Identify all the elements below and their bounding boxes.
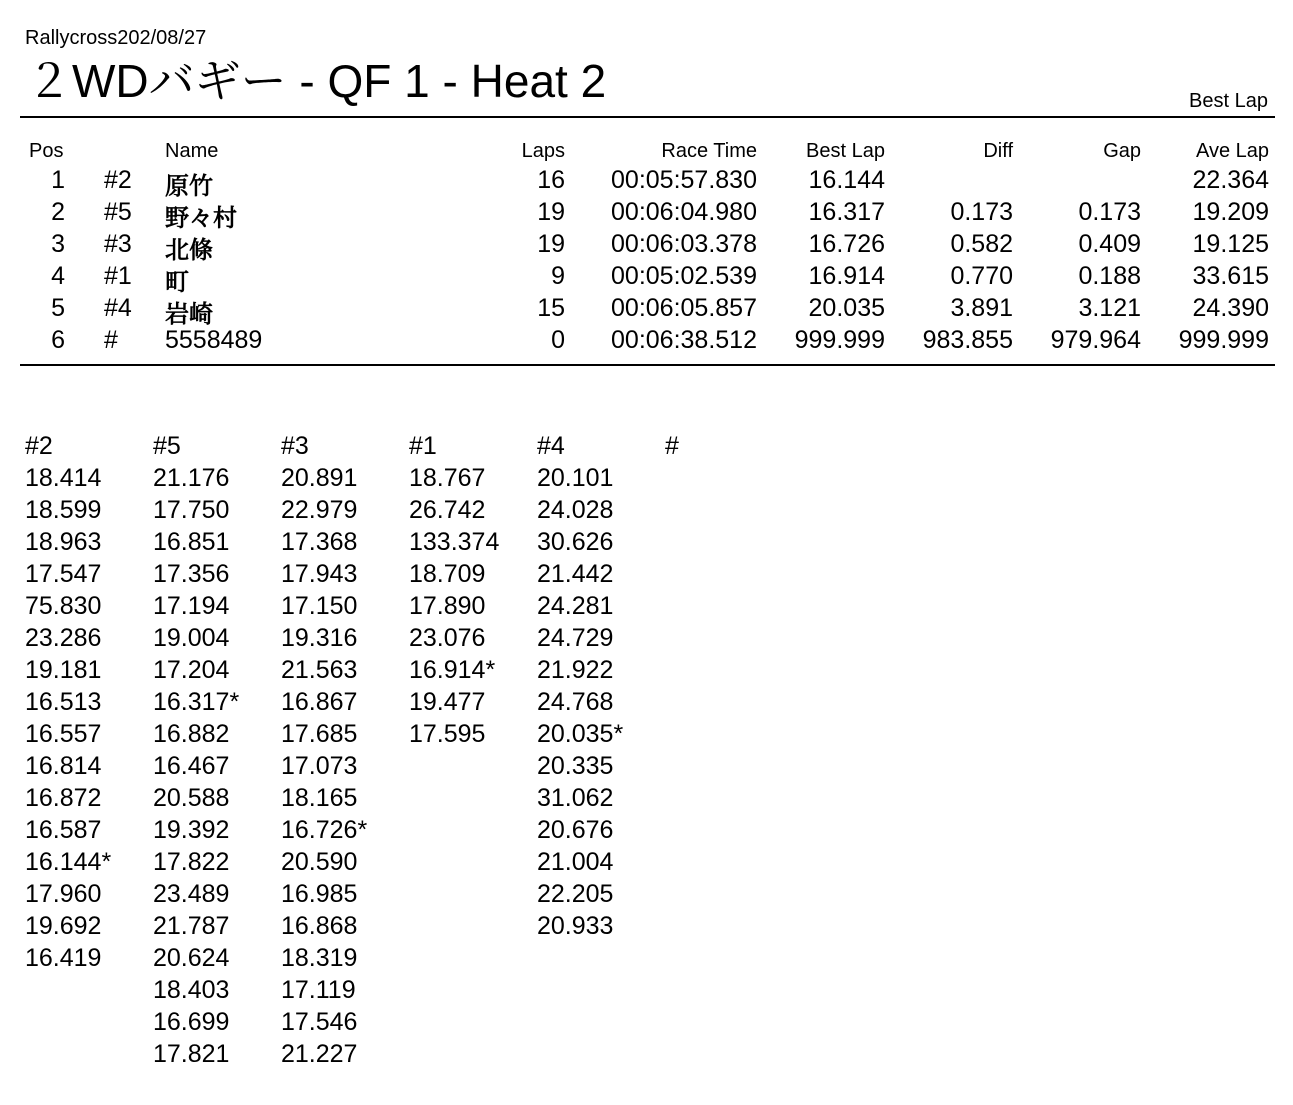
lap-time: 17.119 — [281, 976, 356, 1004]
lap-time: 16.699 — [153, 1008, 230, 1036]
ave-lap-cell: 19.125 — [1192, 230, 1269, 258]
race-time-cell: 00:06:05.857 — [611, 294, 757, 322]
lap-column — [537, 430, 662, 942]
ave-lap-cell: 19.209 — [1192, 198, 1269, 226]
lap-time: 20.590 — [281, 848, 358, 876]
lap-time: 18.767 — [409, 464, 486, 492]
lap-column-header: #5 — [153, 432, 181, 460]
results-table — [20, 140, 1275, 358]
driver-name-cell: 北條 — [165, 236, 213, 264]
lap-time: 17.356 — [153, 560, 230, 588]
lap-time: 19.316 — [281, 624, 358, 652]
lap-column — [665, 430, 790, 462]
lap-time: 17.685 — [281, 720, 358, 748]
ave-lap-cell: 999.999 — [1178, 326, 1269, 354]
pos-cell: 4 — [51, 262, 65, 290]
lap-time: 20.101 — [537, 464, 614, 492]
lap-column — [409, 430, 534, 750]
lap-column-header: #1 — [409, 432, 437, 460]
diff-cell: 0.582 — [950, 230, 1013, 258]
lap-column-header: #4 — [537, 432, 565, 460]
best-lap-cell: 16.317 — [808, 198, 885, 226]
best-lap-cell: 16.144 — [808, 166, 885, 194]
lap-time: 17.943 — [281, 560, 358, 588]
lap-time: 16.557 — [25, 720, 102, 748]
lap-time: 26.742 — [409, 496, 486, 524]
race-time-cell: 00:05:02.539 — [611, 262, 757, 290]
lap-time: 75.830 — [25, 592, 102, 620]
lap-time: 24.729 — [537, 624, 614, 652]
top-divider — [20, 116, 1275, 118]
event-name: Rallycross202/08/27 — [25, 27, 207, 49]
lap-time: 16.872 — [25, 784, 102, 812]
header-ave-lap: Ave Lap — [1195, 140, 1269, 162]
race-time-cell: 00:05:57.830 — [611, 166, 757, 194]
laps-cell: 19 — [537, 198, 565, 226]
lap-column-header: #2 — [25, 432, 53, 460]
sort-label: Best Lap — [1189, 90, 1268, 112]
gap-cell: 3.121 — [1078, 294, 1141, 322]
lap-time: 17.750 — [153, 496, 230, 524]
lap-time: 21.563 — [281, 656, 358, 684]
lap-time: 16.587 — [25, 816, 102, 844]
lap-time: 23.286 — [25, 624, 102, 652]
car-number-cell: #1 — [104, 262, 132, 290]
gap-cell: 0.173 — [1078, 198, 1141, 226]
lap-time: 16.868 — [281, 912, 358, 940]
laps-cell: 15 — [537, 294, 565, 322]
lap-time: 17.890 — [409, 592, 486, 620]
laps-cell: 16 — [537, 166, 565, 194]
lap-time: 18.165 — [281, 784, 358, 812]
lap-time: 22.979 — [281, 496, 358, 524]
lap-time: 17.821 — [153, 1040, 230, 1068]
table-row — [20, 262, 1275, 294]
lap-time: 21.787 — [153, 912, 230, 940]
lap-time: 16.513 — [25, 688, 102, 716]
lap-time: 17.194 — [153, 592, 230, 620]
lap-time: 24.028 — [537, 496, 614, 524]
lap-time: 16.317* — [153, 688, 240, 716]
pos-cell: 1 — [51, 166, 65, 194]
diff-cell: 0.173 — [950, 198, 1013, 226]
lap-column-header: # — [665, 432, 679, 460]
lap-time: 17.150 — [281, 592, 358, 620]
ave-lap-cell: 22.364 — [1192, 166, 1269, 194]
lap-time: 18.403 — [153, 976, 230, 1004]
lap-time: 19.692 — [25, 912, 102, 940]
lap-time: 20.676 — [537, 816, 614, 844]
table-row — [20, 294, 1275, 326]
best-lap-cell: 16.914 — [808, 262, 885, 290]
lap-time: 18.414 — [25, 464, 102, 492]
race-time-cell: 00:06:38.512 — [611, 326, 757, 354]
car-number-cell: #4 — [104, 294, 132, 322]
bottom-divider — [20, 364, 1275, 366]
table-row — [20, 326, 1275, 358]
lap-time: 16.814 — [25, 752, 102, 780]
car-number-cell: #2 — [104, 166, 132, 194]
lap-column-header: #3 — [281, 432, 309, 460]
lap-time: 24.768 — [537, 688, 614, 716]
page-title: ２WDバギー - QF 1 - Heat 2 — [26, 55, 607, 107]
lap-time: 20.624 — [153, 944, 230, 972]
lap-time: 17.368 — [281, 528, 358, 556]
lap-time: 21.227 — [281, 1040, 358, 1068]
lap-time: 17.204 — [153, 656, 230, 684]
driver-name-cell: 5558489 — [165, 326, 263, 354]
lap-time: 18.319 — [281, 944, 358, 972]
diff-cell: 3.891 — [950, 294, 1013, 322]
car-number-cell: #5 — [104, 198, 132, 226]
lap-time: 16.914* — [409, 656, 496, 684]
lap-column — [25, 430, 150, 974]
lap-time: 16.851 — [153, 528, 230, 556]
race-time-cell: 00:06:04.980 — [611, 198, 757, 226]
lap-time: 20.035* — [537, 720, 624, 748]
lap-time: 24.281 — [537, 592, 614, 620]
gap-cell: 0.409 — [1078, 230, 1141, 258]
best-lap-cell: 999.999 — [794, 326, 885, 354]
car-number-cell: #3 — [104, 230, 132, 258]
car-number-cell: # — [104, 326, 118, 354]
race-time-cell: 00:06:03.378 — [611, 230, 757, 258]
pos-cell: 2 — [51, 198, 65, 226]
lap-time: 16.985 — [281, 880, 358, 908]
lap-time: 21.176 — [153, 464, 230, 492]
lap-time: 19.181 — [25, 656, 102, 684]
header-best-lap: Best Lap — [806, 140, 885, 162]
lap-time: 16.419 — [25, 944, 102, 972]
lap-time: 21.004 — [537, 848, 614, 876]
lap-time: 17.822 — [153, 848, 230, 876]
lap-time: 19.004 — [153, 624, 230, 652]
header-pos: Pos — [29, 140, 64, 162]
lap-time: 22.205 — [537, 880, 614, 908]
gap-cell: 979.964 — [1050, 326, 1141, 354]
lap-time: 16.467 — [153, 752, 230, 780]
driver-name-cell: 岩崎 — [165, 300, 213, 328]
lap-time: 31.062 — [537, 784, 614, 812]
lap-time: 21.442 — [537, 560, 614, 588]
header-gap: Gap — [1103, 140, 1141, 162]
pos-cell: 6 — [51, 326, 65, 354]
results-header-row — [20, 140, 1275, 166]
lap-time: 30.626 — [537, 528, 614, 556]
lap-time: 19.477 — [409, 688, 486, 716]
diff-cell: 0.770 — [950, 262, 1013, 290]
driver-name-cell: 野々村 — [165, 204, 237, 232]
lap-time: 18.709 — [409, 560, 486, 588]
diff-cell: 983.855 — [922, 326, 1013, 354]
table-row — [20, 230, 1275, 262]
laps-cell: 0 — [551, 326, 565, 354]
lap-time: 19.392 — [153, 816, 230, 844]
lap-time: 17.547 — [25, 560, 102, 588]
lap-time: 23.489 — [153, 880, 230, 908]
header-laps: Laps — [521, 140, 565, 162]
table-row — [20, 166, 1275, 198]
laps-cell: 19 — [537, 230, 565, 258]
pos-cell: 5 — [51, 294, 65, 322]
lap-time: 17.595 — [409, 720, 486, 748]
header-diff: Diff — [983, 140, 1013, 162]
header-name: Name — [165, 140, 219, 162]
lap-time: 17.546 — [281, 1008, 358, 1036]
driver-name-cell: 原竹 — [165, 172, 213, 200]
lap-column — [281, 430, 406, 1070]
gap-cell: 0.188 — [1078, 262, 1141, 290]
lap-time: 16.726* — [281, 816, 368, 844]
lap-time: 16.867 — [281, 688, 358, 716]
lap-time: 20.588 — [153, 784, 230, 812]
lap-time: 133.374 — [409, 528, 500, 556]
lap-time: 20.891 — [281, 464, 358, 492]
ave-lap-cell: 33.615 — [1192, 262, 1269, 290]
lap-column — [153, 430, 278, 1070]
best-lap-cell: 16.726 — [808, 230, 885, 258]
lap-time: 18.599 — [25, 496, 102, 524]
lap-time: 23.076 — [409, 624, 486, 652]
lap-time: 16.882 — [153, 720, 230, 748]
lap-time: 18.963 — [25, 528, 102, 556]
lap-time: 17.960 — [25, 880, 102, 908]
driver-name-cell: 町 — [165, 268, 189, 296]
lap-time: 17.073 — [281, 752, 358, 780]
lap-time: 16.144* — [25, 848, 112, 876]
lap-time: 21.922 — [537, 656, 614, 684]
laps-cell: 9 — [551, 262, 565, 290]
table-row — [20, 198, 1275, 230]
ave-lap-cell: 24.390 — [1192, 294, 1269, 322]
header-race-time: Race Time — [661, 140, 757, 162]
lap-time: 20.933 — [537, 912, 614, 940]
best-lap-cell: 20.035 — [808, 294, 885, 322]
pos-cell: 3 — [51, 230, 65, 258]
lap-time: 20.335 — [537, 752, 614, 780]
